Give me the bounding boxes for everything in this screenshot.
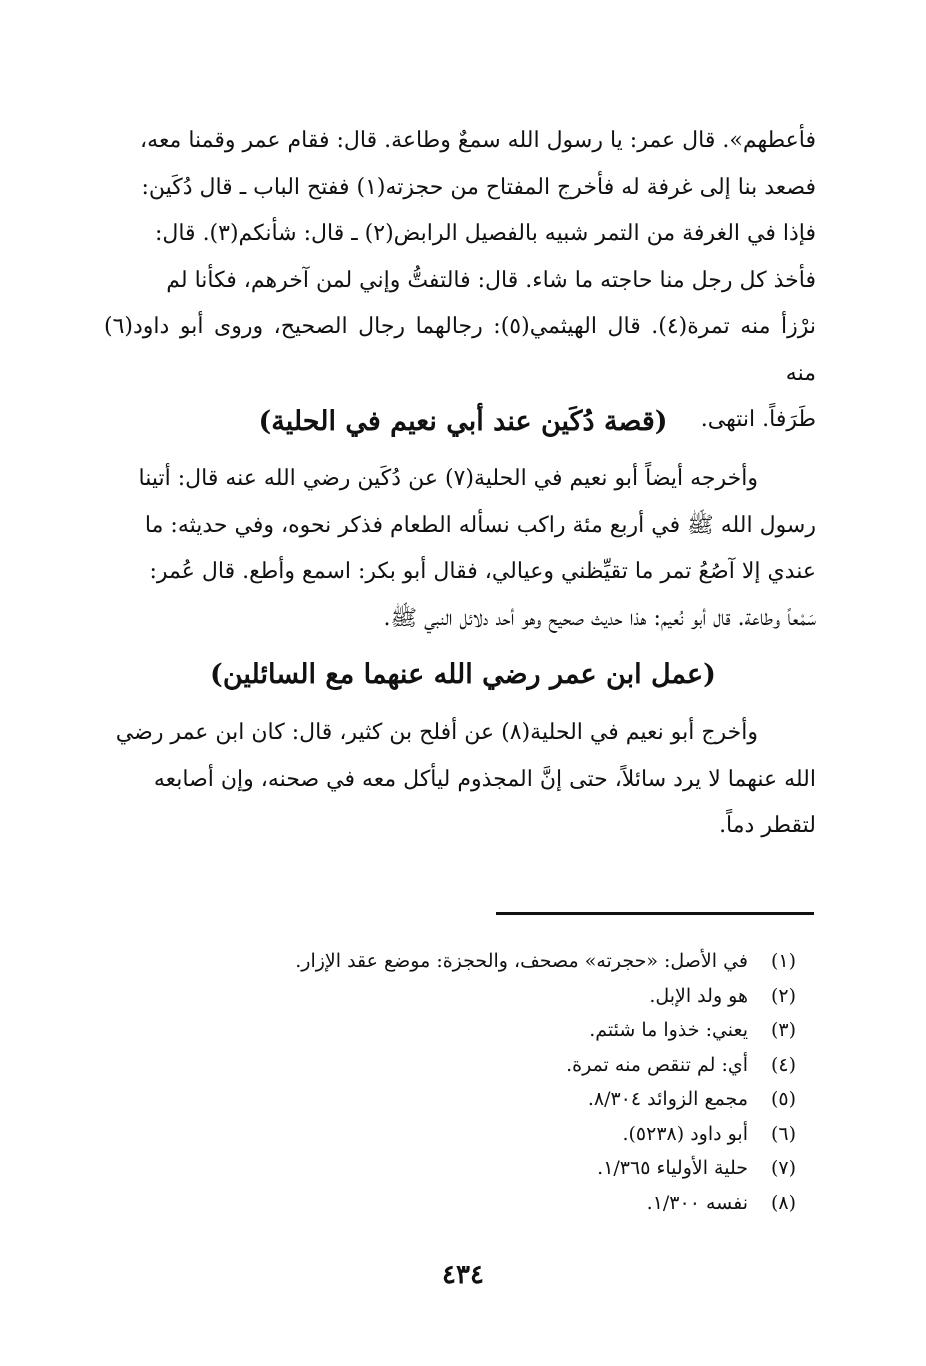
text-line: فإذا في الغرفة من التمر شبيه بالفصيل الرابض(٢) ـ قال: شأنكم(٣). قال:	[154, 221, 816, 246]
footnote-item	[236, 1082, 796, 1117]
footnote-text: هو ولد الإبل.	[649, 984, 748, 1007]
text-line: رسول الله ﷺ في أربع مئة راكب نسأله الطعام فذكر نحوه، وفي حديثه: ما	[144, 512, 816, 538]
section-heading-ibn-umar: (عمل ابن عمر رضي الله عنهما مع السائلين)	[210, 659, 716, 690]
footnote-number: (٧)	[770, 1157, 796, 1179]
footnote-number: (٤)	[770, 1053, 796, 1076]
paragraph-abu-nuaym-report	[104, 456, 816, 642]
text-line: نرْزأ منه تمرة(٤). قال الهيثمي(٥): رجالهما رجال الصحيح، وروى أبو داود(٦) منه	[104, 314, 817, 386]
footnote-text: في الأصل: «حجرته» مصحف، والحجزة: موضع عقد الإزار.	[295, 950, 748, 972]
footnote-item	[236, 979, 796, 1014]
text-line: سَمْعاً وطاعة. قال أبو نُعيم: هذا حديث صحيح وهو أحد دلائل النبي ﷺ.	[383, 605, 816, 631]
paragraph-dukayn-continuation	[104, 118, 816, 444]
text-line: فأعطهم». قال عمر: يا رسول الله سمعٌ وطاعة. قال: فقام عمر وقمنا معه،	[140, 128, 816, 153]
footnotes	[236, 944, 796, 1220]
text-line: عندي إلا آصُعُ تمر ما تقيِّظني وعيالي، فقال أبو بكر: اسمع وأطع. قال عُمر:	[149, 559, 816, 584]
footnote-number: (٣)	[770, 1019, 796, 1041]
footnote-text: مجمع الزوائد ٨/٣٠٤.	[587, 1088, 748, 1110]
footnote-item	[236, 1048, 796, 1083]
footnote-text: أبو داود (٥٢٣٨).	[622, 1122, 748, 1145]
text-line: فأخذ كل رجل منا حاجته ما شاء. قال: فالتفتُّ وإني لمن آخرهم، فكأنا لم	[166, 267, 816, 293]
text-line: طَرَفاً. انتهى.	[700, 407, 816, 432]
footnote-text: يعني: خذوا ما شئتم.	[589, 1019, 748, 1041]
footnote-item	[236, 944, 796, 979]
footnote-number: (٨)	[770, 1191, 796, 1214]
text-line: فصعد بنا إلى غرفة له فأخرج المفتاح من حجزته(١) ففتح الباب ـ قال دُكَين:	[141, 174, 816, 200]
footnote-number: (١)	[770, 950, 796, 972]
footnote-item	[236, 1117, 796, 1152]
text-line: وأخرجه أيضاً أبو نعيم في الحلية(٧) عن دُكَين رضي الله عنه قال: أتينا	[138, 466, 758, 491]
footnote-text: أي: لم تنقص منه تمرة.	[566, 1053, 748, 1076]
page-number: ٤٣٤	[442, 1260, 484, 1290]
footnote-text: نفسه ١/٣٠٠.	[646, 1191, 748, 1214]
paragraph-ibn-umar-report	[104, 710, 816, 850]
footnote-item	[236, 1186, 796, 1221]
footnote-number: (٢)	[770, 984, 796, 1007]
footnote-text: حلية الأولياء ١/٣٦٥.	[597, 1157, 748, 1179]
footnote-number: (٥)	[770, 1088, 796, 1110]
text-line: وأخرج أبو نعيم في الحلية(٨) عن أفلح بن كثير، قال: كان ابن عمر رضي	[115, 720, 758, 745]
footnote-item	[236, 1013, 796, 1048]
section-heading-dukayn-hilya: (قصة دُكَين عند أبي نعيم في الحلية)	[258, 406, 668, 437]
text-line: لتقطر دماً.	[719, 813, 816, 838]
footnote-separator	[496, 912, 814, 915]
footnote-item	[236, 1151, 796, 1186]
footnote-number: (٦)	[770, 1122, 796, 1145]
text-line: الله عنهما لا يرد سائلاً، حتى إنَّ المجذوم ليأكل معه في صحنه، وإن أصابعه	[153, 766, 816, 792]
